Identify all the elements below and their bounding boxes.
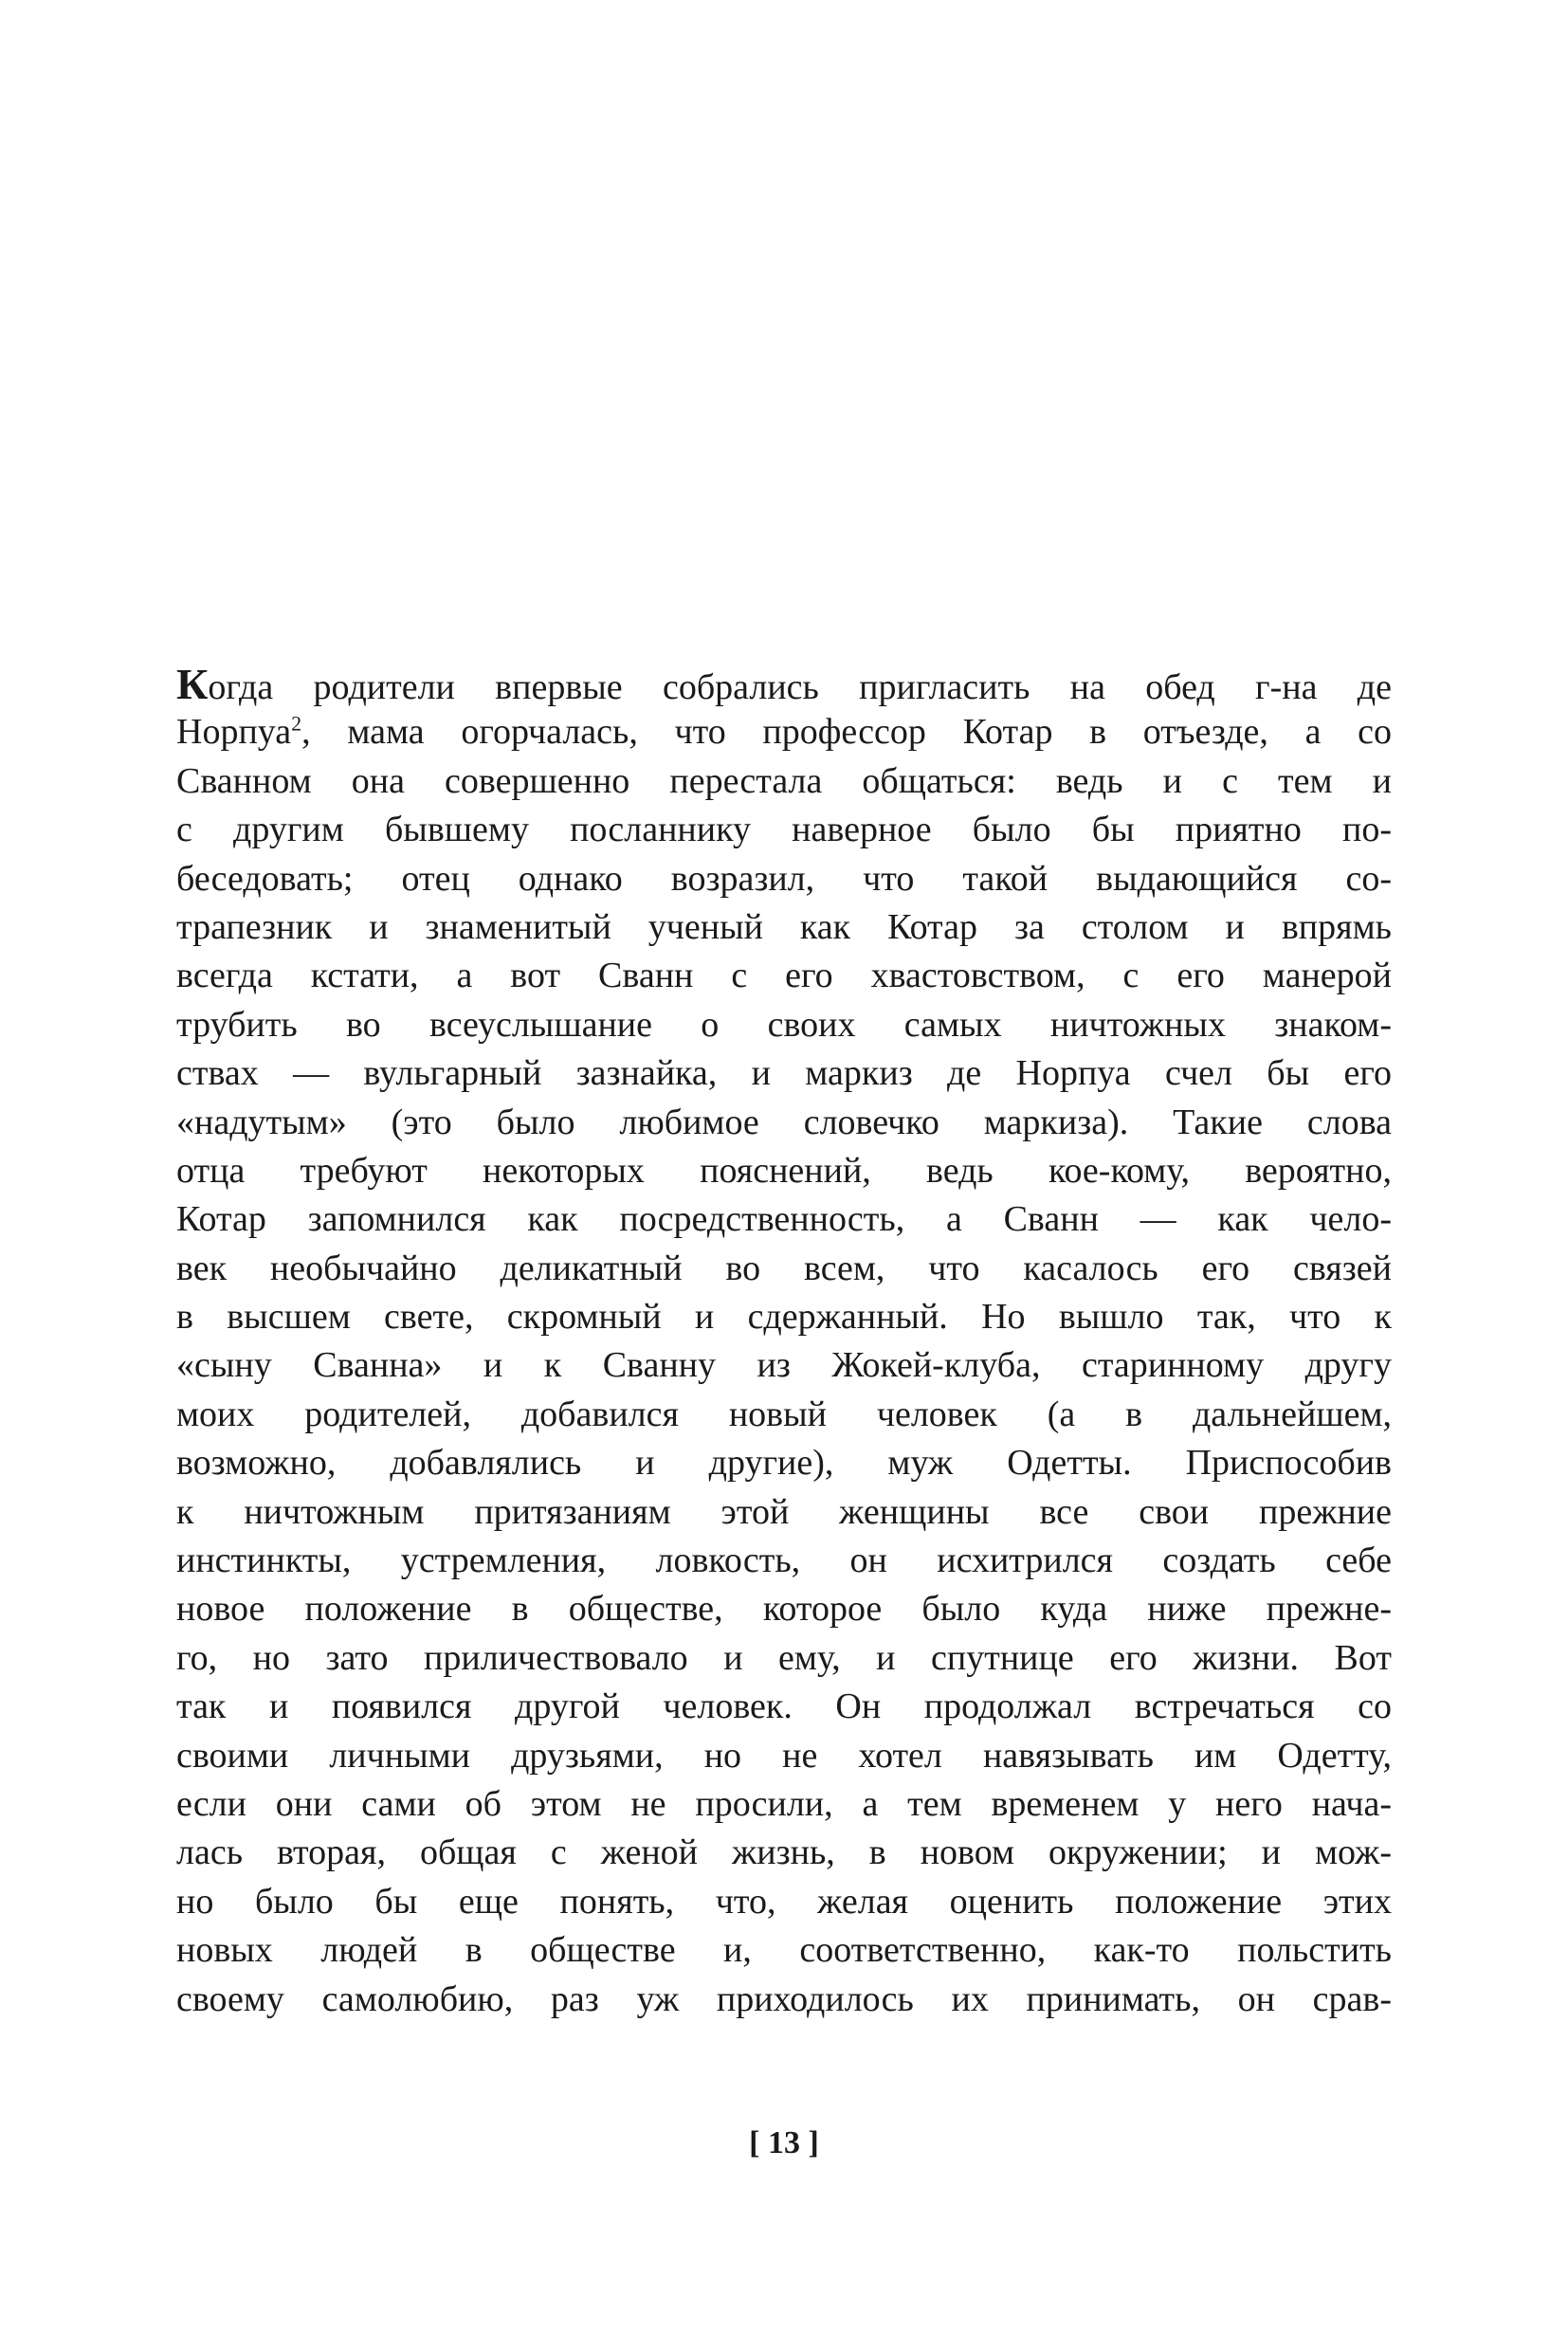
page-number: [ 13 ] xyxy=(749,2125,819,2160)
text-line: инстинкты, устремления, ловкость, он исхитрился создать себе xyxy=(176,1540,1392,1581)
line-2-start: Норпуа xyxy=(176,712,292,753)
text-line: лась вторая, общая с женой жизнь, в новом окружении; и мож- xyxy=(176,1832,1392,1873)
text-line: трапезник и знаменитый ученый как Котар за столом и впрямь xyxy=(176,906,1392,947)
footnote-reference: 2 xyxy=(291,711,302,736)
text-line: ствах — вульгарный зазнайка, и маркиз де Норпуа счел бы его xyxy=(176,1053,1392,1094)
first-line-text: огда родители впервые собрались пригласить на обед г-на де xyxy=(208,667,1392,707)
text-line: трубить во всеуслышание о своих самых ничтожных знаком- xyxy=(176,1004,1392,1045)
text-line: в высшем свете, скромный и сдержанный. Но вышло так, что к xyxy=(176,1297,1392,1338)
text-line: Котар запомнился как посредственность, а Сванн — как чело- xyxy=(176,1199,1392,1240)
text-line: беседовать; отец однако возразил, что такой выдающийся со- xyxy=(176,858,1392,899)
text-line: новое положение в обществе, которое было куда ниже прежне- xyxy=(176,1589,1392,1630)
drop-cap: К xyxy=(176,660,209,708)
text-line-1 xyxy=(176,660,1392,708)
text-line: Сванном она совершенно перестала общаться: ведь и с тем и xyxy=(176,760,1392,801)
text-line: новых людей в обществе и, соответственно, как-то польстить xyxy=(176,1930,1392,1971)
text-line: го, но зато приличествовало и ему, и спутнице его жизни. Вот xyxy=(176,1637,1392,1678)
text-line: своему самолюбию, раз уж приходилось их принимать, он срав- xyxy=(176,1978,1392,2019)
text-line: «сыну Сванна» и к Сванну из Жокей-клуба, старинному другу xyxy=(176,1345,1392,1386)
text-line: моих родителей, добавился новый человек (а в дальнейшем, xyxy=(176,1394,1392,1434)
body-text xyxy=(176,660,1392,2024)
text-line: век необычайно деликатный во всем, что касалось его связей xyxy=(176,1248,1392,1288)
text-line: так и появился другой человек. Он продолжал встречаться со xyxy=(176,1686,1392,1727)
text-line-2 xyxy=(176,708,1392,756)
text-line: «надутым» (это было любимое словечко маркиза). Такие слова xyxy=(176,1102,1392,1142)
text-line: отца требуют некоторых пояснений, ведь кое-кому, вероятно, xyxy=(176,1150,1392,1191)
text-line: с другим бывшему посланнику наверное было бы приятно по- xyxy=(176,810,1392,850)
text-line: но было бы еще понять, что, желая оценить положение этих xyxy=(176,1881,1392,1922)
text-line: возможно, добавлялись и другие), муж Одетты. Приспособив xyxy=(176,1443,1392,1484)
line-2-end: , мама огорчалась, что профессор Котар в отъезде, а со xyxy=(301,712,1392,753)
text-line: всегда кстати, а вот Сванн с его хвастовством, с его манерой xyxy=(176,956,1392,996)
text-line: к ничтожным притязаниям этой женщины все свои прежние xyxy=(176,1491,1392,1532)
text-line: если они сами об этом не просили, а тем временем у него нача- xyxy=(176,1783,1392,1824)
text-line: своими личными друзьями, но не хотел навязывать им Одетту, xyxy=(176,1735,1392,1776)
